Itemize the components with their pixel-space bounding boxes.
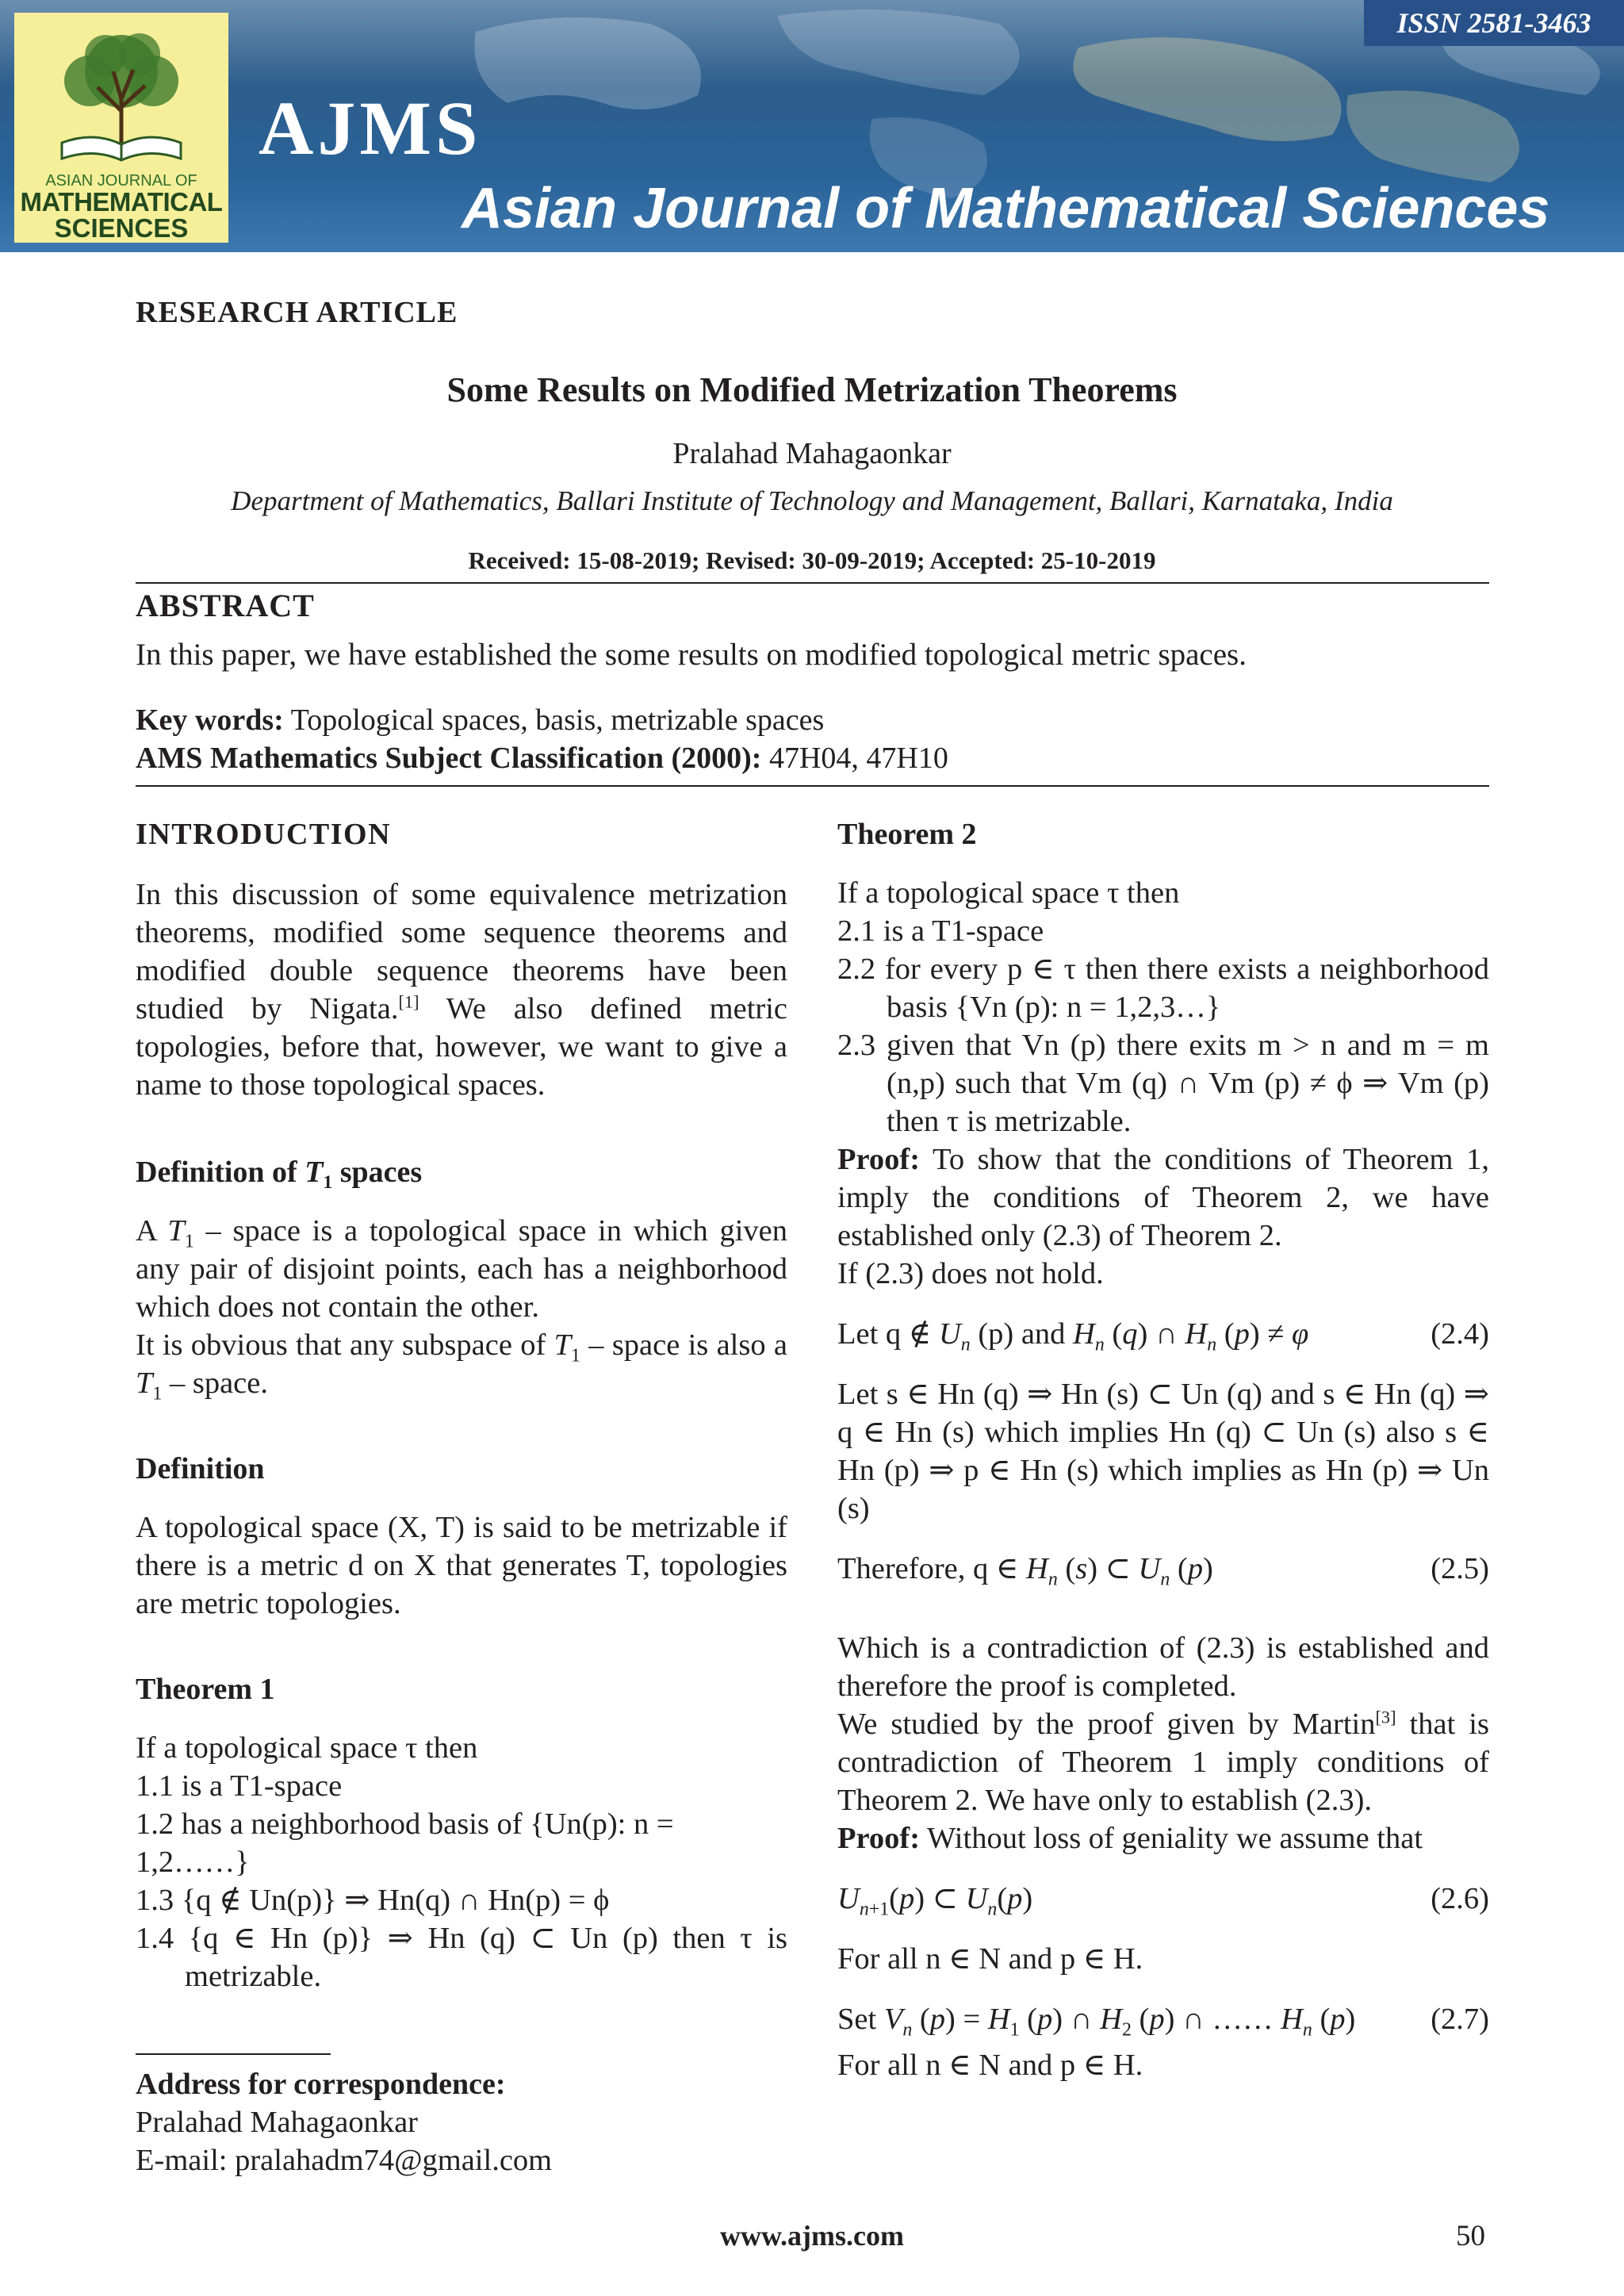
author-affiliation: Department of Mathematics, Ballari Institute of Technology and Management, Ballari, Karnataka, India xyxy=(231,485,1393,516)
correspondence-email[interactable]: E-mail: pralahadm74@gmail.com xyxy=(136,2144,553,2177)
theorem1-heading: Theorem 1 xyxy=(136,1673,275,1706)
theorem1-item-1: 1.1 is a T1-space xyxy=(136,1769,343,1803)
ams-classification-line xyxy=(136,741,948,776)
derivation-block: Let s ∈ Hn (q) ⇒ Hn (s) ⊂ Un (q) and s ∈ Hn (q) ⇒ q ∈ Hn (s) which implies Hn (q) ⊂ Un (s) also s ∈ Hn (p) ⇒ p ∈ Hn (s) which implies as Hn (p) ⇒ Un (s) xyxy=(837,1378,1489,1525)
theorem1-item-3: 1.3 {q ∉ Un(p)} ⇒ Hn(q) ∩ Hn(p) = ϕ xyxy=(136,1884,610,1917)
ams-codes: 47H04, 47H10 xyxy=(768,742,948,775)
for-all-line-2: For all n ∈ N and p ∈ H. xyxy=(837,2049,1143,2082)
definition-heading: Definition xyxy=(136,1452,265,1485)
theorem2-intro: If a topological space τ then xyxy=(837,876,1180,910)
logo-line1: ASIAN JOURNAL OF xyxy=(45,172,197,190)
correspondence-block xyxy=(136,2065,787,2179)
journal-banner xyxy=(0,0,1624,252)
ams-label: AMS Mathematics Subject Classification (2000): xyxy=(136,742,762,775)
not-hold-text: If (2.3) does not hold. xyxy=(837,1257,1104,1290)
abstract-text: In this paper, we have established the some results on modified topological metric spaces. xyxy=(136,638,1247,672)
divider xyxy=(136,582,1489,584)
issn-badge xyxy=(1364,0,1624,46)
abstract-heading: ABSTRACT xyxy=(136,588,315,623)
journal-logo xyxy=(14,13,228,243)
tree-book-icon xyxy=(46,24,197,171)
theorem2-item-2: 2.2 for every p ∈ τ then there exists a neighborhood basis {Vn (p): n = 1,2,3…} xyxy=(837,953,1489,1024)
theorem1-item-4: 1.4 {q ∈ Hn (p)} ⇒ Hn (q) ⊂ Un (p) then τ is metrizable. xyxy=(136,1922,787,1993)
definition-text: A topological space (X, T) is said to be metrizable if there is a metric d on X that generates T, topologies are metric topologies. xyxy=(136,1511,787,1620)
issn-text: ISSN 2581-3463 xyxy=(1396,7,1591,39)
keywords-line xyxy=(136,703,824,738)
equation-number: (2.6) xyxy=(1431,1882,1489,1915)
equation-2-4: Let q ∉ $U_n$ (p) and $H_n$ (q) ∩ $H_n$ (p) ≠ φ (2.4) xyxy=(837,1315,1489,1353)
left-column xyxy=(136,815,787,1995)
equation-2-7: Set $V_n$ $(p) = H_1$ (p) ∩ $H_2$ (p) ∩ …… $H_n$ (p) (2.7) xyxy=(837,2000,1489,2038)
page-number: 50 xyxy=(1456,2220,1485,2252)
theorem2-heading: Theorem 2 xyxy=(837,818,977,851)
equation-2-6: $U_{n+1}(p)$ ⊂ $U_n(p)$ (2.6) xyxy=(837,1880,1489,1918)
theorem2-item-3: 2.3 given that Vn (p) there exits m > n and m = m (n,p) such that Vm (q) ∩ Vm (p) ≠ ϕ ⇒ Vm (p) then τ is metrizable. xyxy=(837,1029,1489,1138)
definition-t1-note: It is obvious that any subspace of $T_1$ – space is also a $T_1$ – space. xyxy=(136,1328,787,1405)
proof1: Proof: To show that the conditions of Theorem 1, imply the conditions of Theorem 2, we have established only (2.3) of Theorem 2. xyxy=(837,1143,1489,1252)
theorem2-item-1: 2.1 is a T1-space xyxy=(837,914,1044,948)
keywords-label: Key words: xyxy=(136,703,284,737)
theorem1-item-2: 1.2 has a neighborhood basis of {Un(p): n = 1,2……} xyxy=(136,1807,674,1879)
citation-1[interactable]: [1] xyxy=(398,991,419,1012)
proof2: Proof: Without loss of geniality we assume that xyxy=(837,1822,1423,1855)
introduction-text: In this discussion of some equivalence metrization theorems, modified some sequence theorems and modified double sequence theorems have been studied by Nigata.[1] We also defined metric topologies, before that, however, we want to give a name to those topological spaces. xyxy=(136,878,787,1102)
keywords-text: Topological spaces, basis, metrizable spaces xyxy=(290,703,825,737)
contradiction-text: Which is a contradiction of (2.3) is established and therefore the proof is completed. xyxy=(837,1631,1489,1703)
for-all-line-1: For all n ∈ N and p ∈ H. xyxy=(837,1942,1143,1976)
journal-website[interactable]: www.ajms.com xyxy=(720,2220,904,2252)
logo-line2: MATHEMATICAL xyxy=(20,187,223,217)
definition-t1-heading: Definition of $T_1$ spaces xyxy=(136,1156,423,1194)
equation-number: (2.4) xyxy=(1431,1317,1489,1351)
definition-t1-text: A $T_1$ – space is a topological space in which given any pair of disjoint points, each has a neighborhood which does not contain the other. xyxy=(136,1214,788,1324)
citation-3[interactable]: [3] xyxy=(1375,1707,1396,1727)
equation-number: (2.7) xyxy=(1431,2003,1489,2036)
submission-dates: Received: 15-08-2019; Revised: 30-09-2019; Accepted: 25-10-2019 xyxy=(468,546,1156,574)
paper-title: Some Results on Modified Metrization Theorems xyxy=(446,370,1178,409)
author-name: Pralahad Mahagaonkar xyxy=(672,437,952,470)
correspondence-heading: Address for correspondence: xyxy=(136,2068,506,2101)
theorem1-intro: If a topological space τ then xyxy=(136,1731,478,1765)
introduction-heading: INTRODUCTION xyxy=(136,818,392,851)
equation-number: (2.5) xyxy=(1431,1552,1489,1585)
article-type: RESEARCH ARTICLE xyxy=(136,296,458,329)
journal-name: Asian Journal of Mathematical Sciences xyxy=(462,177,1550,240)
martin-text: We studied by the proof given by Martin[3] that is contradiction of Theorem 1 imply conditions of Theorem 2. We have only to establish (2.3). xyxy=(837,1707,1489,1817)
equation-2-5: Therefore, q ∈ $H_n$ (s) ⊂ $U_n$ (p) (2.5) xyxy=(837,1550,1489,1588)
journal-abbreviation: AJMS xyxy=(259,86,482,171)
footnote-divider xyxy=(136,2053,331,2055)
right-column xyxy=(837,815,1489,2084)
correspondence-name: Pralahad Mahagaonkar xyxy=(136,2106,418,2139)
divider xyxy=(136,785,1489,787)
logo-line3: SCIENCES xyxy=(54,213,189,243)
